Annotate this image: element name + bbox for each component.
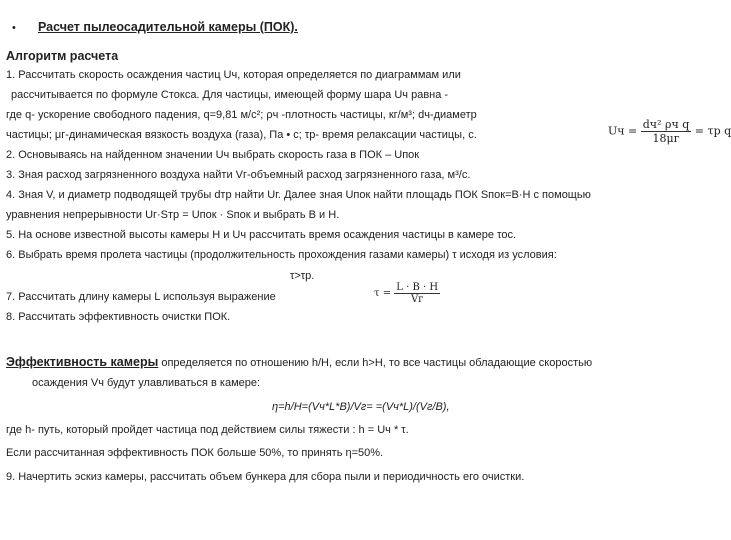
- algorithm-line-12: 8. Рассчитать эффективность очистки ПОК.: [6, 311, 231, 323]
- algorithm-line-5: 2. Основываясь на найденном значении Uч выбрать скорость газа в ПОК – Uпок: [6, 149, 420, 161]
- stokes-formula: [608, 118, 731, 145]
- algorithm-line-3: где q- ускорение свободного падения, q=9,81 м/c²; ρч -плотность частицы, кг/м³; dч-диаметр: [6, 109, 477, 121]
- algorithm-line-1: 1. Рассчитать скорость осаждения частиц Uч, которая определяется по диаграммам или: [6, 69, 461, 81]
- algorithm-line-2: рассчитывается по формуле Стокса. Для частицы, имеющей форму шара Uч равна -: [11, 89, 449, 101]
- efficiency-line-2: осаждения Vч будут улавливаться в камере:: [32, 377, 261, 389]
- stokes-lhs: Uч =: [608, 124, 638, 138]
- algorithm-line-8: уравнения непрерывности Uг·Sтр = Uпок · Sпок и выбрать B и H.: [6, 209, 340, 221]
- page-title: Расчет пылеосадительной камеры (ПОК).: [38, 20, 298, 34]
- algorithm-heading: Алгоритм расчета: [6, 49, 119, 63]
- efficiency-heading: Эффективность камеры: [6, 355, 159, 369]
- time-numerator: L · B · H: [396, 282, 439, 293]
- efficiency-line-1: [6, 355, 592, 369]
- algorithm-line-9: 5. На основе известной высоты камеры H и Uч рассчитать время осаждения частицы в камере τос.: [6, 229, 517, 241]
- bullet: •: [12, 22, 16, 34]
- time-formula: [374, 282, 440, 305]
- stokes-denominator: 18μг: [652, 132, 680, 145]
- algorithm-line-10: 6. Выбрать время пролета частицы (продолжительность прохождения газами камеры) τ исходя из условия:: [6, 249, 557, 261]
- step-9: 9. Начертить эскиз камеры, рассчитать объем бункера для сбора пыли и периодичность его очистки.: [6, 471, 525, 483]
- time-fraction: [394, 282, 440, 305]
- efficiency-line-4: где h- путь, который пройдет частица под действием силы тяжести : h = Uч * τ.: [6, 424, 409, 436]
- stokes-numerator: dч² ρч q: [642, 118, 690, 131]
- algorithm-line-11: 7. Рассчитать длину камеры L используя выражение: [6, 291, 276, 303]
- efficiency-formula: η=h/H=(Vч*L*B)/Vг= =(Vч*L)/(Vг/B),: [272, 401, 450, 413]
- efficiency-text-1: определяется по отношению h/H, если h>H, то все частицы обладающие скоростью: [158, 357, 593, 369]
- efficiency-line-5: Если рассчитанная эффективность ПОК больше 50%, то принять η=50%.: [6, 447, 384, 459]
- stokes-rhs: = τр q: [694, 124, 731, 138]
- algorithm-line-4: частицы; μг-динамическая вязкость воздуха (газа), Па • с; τр- время релаксации частицы, с.: [6, 129, 477, 141]
- stokes-fraction: [641, 118, 692, 145]
- algorithm-line-7: 4. Зная V, и диаметр подводящей трубы dтр найти Uг. Далее зная Uпок найти площадь ПОК Sпок=B·H с помощью: [6, 189, 591, 201]
- condition-tau: τ>τр.: [290, 270, 315, 282]
- algorithm-line-6: 3. Зная расход загрязненного воздуха найти Vг-объемный расход загрязненного газа, м³/с.: [6, 169, 471, 181]
- time-lhs: τ =: [374, 288, 392, 299]
- time-denominator: Vг: [410, 294, 424, 305]
